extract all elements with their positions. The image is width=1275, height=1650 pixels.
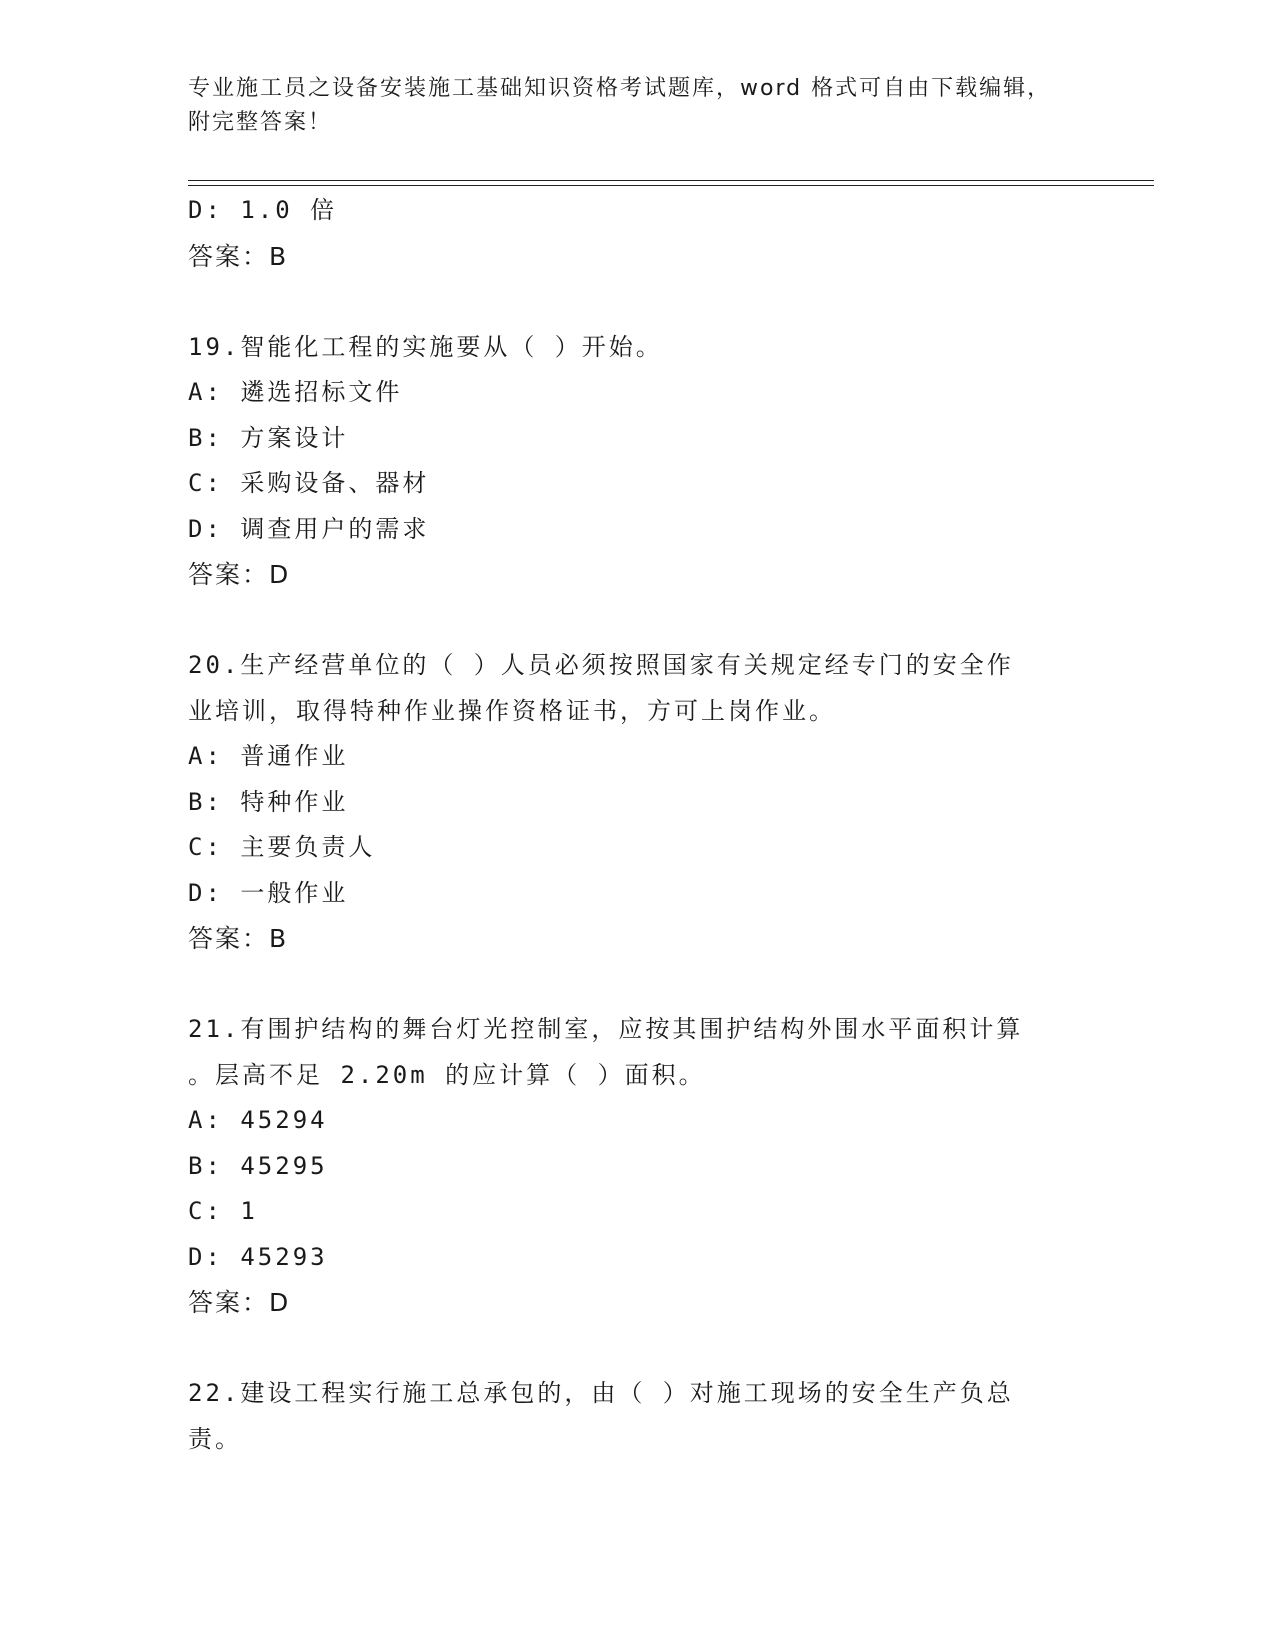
header-divider-top <box>188 180 1154 181</box>
question-stem-line-1: 22.建设工程实行施工总承包的，由（ ）对施工现场的安全生产负总 <box>188 1379 1014 1407</box>
question-stem-line-2: 责。 <box>188 1424 242 1453</box>
option-a: A: 45294 <box>188 1106 328 1134</box>
question-stem-line-1: 20.生产经营单位的（ ）人员必须按照国家有关规定经专门的安全作 <box>188 651 1014 679</box>
spacer <box>188 962 1088 1008</box>
header-line-1: 专业施工员之设备安装施工基础知识资格考试题库，word 格式可自由下载编辑， <box>188 76 1052 101</box>
question-list <box>188 188 1088 1462</box>
question-stem-line-2: 业培训，取得特种作业操作资格证书，方可上岗作业。 <box>188 696 836 725</box>
option-d: D: 45293 <box>188 1242 328 1271</box>
header-line-2: 附完整答案！ <box>188 110 333 135</box>
question-20 <box>188 643 1088 962</box>
option-b: B: 特种作业 <box>188 787 349 816</box>
spacer <box>188 279 1088 325</box>
option-a: A: 遴选招标文件 <box>188 378 403 406</box>
answer: 答案：D <box>188 560 291 589</box>
spacer <box>188 598 1088 644</box>
option-a: A: 普通作业 <box>188 742 349 770</box>
document-header <box>188 72 1088 140</box>
question-stem: 19.智能化工程的实施要从（ ）开始。 <box>188 332 663 361</box>
question-stem-line-1: 21.有围护结构的舞台灯光控制室，应按其围护结构外围水平面积计算 <box>188 1015 1024 1043</box>
question-stem-line-2: 。层高不足 2.20m 的应计算（ ）面积。 <box>188 1060 706 1089</box>
option-d: D: 调查用户的需求 <box>188 514 430 543</box>
option-d: D: 1.0 倍 <box>188 196 338 224</box>
option-d: D: 一般作业 <box>188 878 349 907</box>
option-c: C: 采购设备、器材 <box>188 469 430 497</box>
answer: 答案：B <box>188 924 289 953</box>
option-b: B: 45295 <box>188 1151 328 1180</box>
question-21 <box>188 1007 1088 1326</box>
option-c: C: 主要负责人 <box>188 833 376 861</box>
spacer <box>188 1326 1088 1372</box>
header-divider-bottom <box>188 185 1154 186</box>
answer: 答案：D <box>188 1288 291 1317</box>
answer: 答案：B <box>188 241 289 271</box>
option-c: C: 1 <box>188 1197 258 1225</box>
option-b: B: 方案设计 <box>188 423 349 452</box>
question-22 <box>188 1371 1088 1462</box>
question-19 <box>188 325 1088 598</box>
question-18 <box>188 188 1088 279</box>
